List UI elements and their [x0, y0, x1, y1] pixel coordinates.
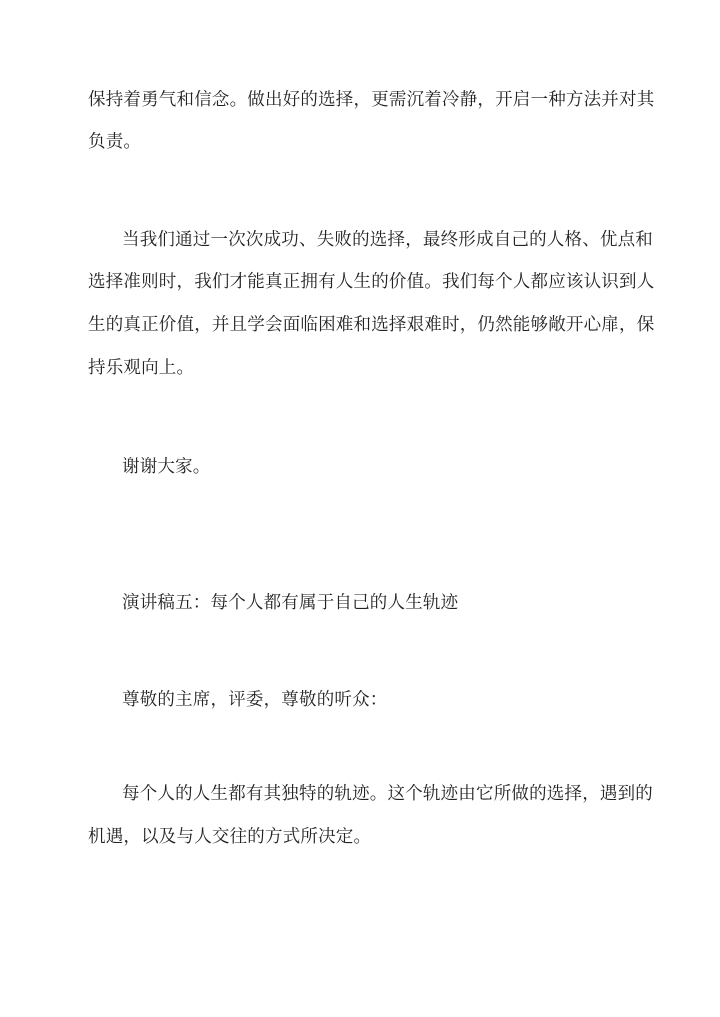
paragraph-line: 负责。: [88, 132, 142, 152]
section-title: 演讲稿五：每个人都有属于自己的人生轨迹: [122, 593, 459, 613]
paragraph-line: 每个人的人生都有其独特的轨迹。这个轨迹由它所做的选择，遇到的: [122, 784, 653, 804]
paragraph-line: 机遇，以及与人交往的方式所决定。: [88, 827, 372, 847]
paragraph-line: 当我们通过一次次成功、失败的选择，最终形成自己的人格、优点和: [122, 230, 653, 250]
paragraph-line: 保持着勇气和信念。做出好的选择，更需沉着冷静，开启一种方法并对其: [88, 90, 655, 110]
salutation: 尊敬的主席，评委，尊敬的听众：: [122, 690, 388, 710]
paragraph-line: 生的真正价值，并且学会面临困难和选择艰难时，仍然能够敞开心扉，保: [88, 315, 655, 335]
paragraph-line: 选择准则时，我们才能真正拥有人生的价值。我们每个人都应该认识到人: [88, 272, 655, 292]
paragraph-line: 持乐观向上。: [88, 358, 195, 378]
closing-line: 谢谢大家。: [122, 457, 211, 477]
